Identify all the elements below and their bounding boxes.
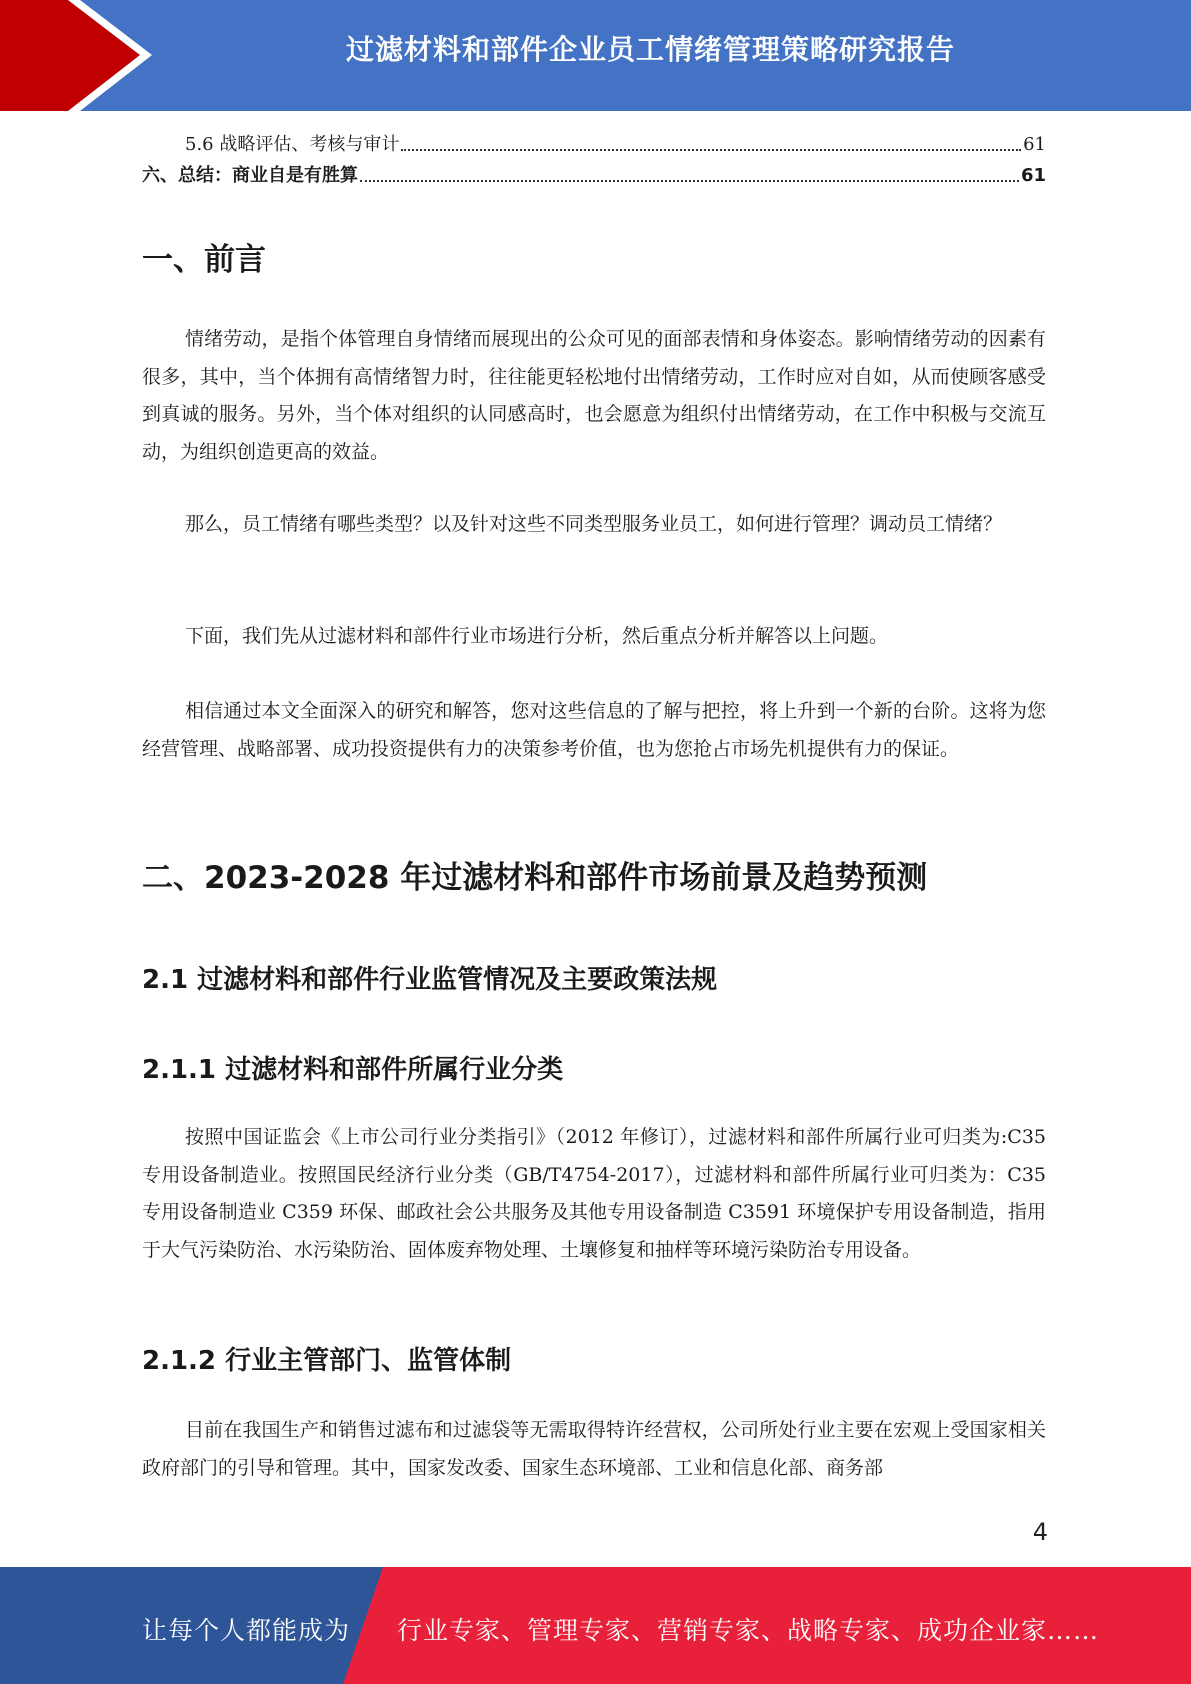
page-header [0,0,1191,111]
footer-slogan-left: 让每个人都能成为 [142,1616,351,1645]
paragraph-regulatory-system: 目前在我国生产和销售过滤布和过滤袋等无需取得特许经营权，公司所处行业主要在宏观上受国家相关政府部门的引导和管理。其中，国家发改委、国家生态环境部、工业和信息化部、商务部 [142,1419,1046,1479]
section-heading-preface: 一、前言 [142,242,266,278]
paragraph-industry-classification: 按照中国证监会《上市公司行业分类指引》（2012 年修订），过滤材料和部件所属行业可归类为:C35 专用设备制造业。按照国民经济行业分类（GB/T4754-2017），过滤材料和部件所属行业可归类为：C35 专用设备制造业 C359 环保、邮政社会公共服务及其他专用设备制造 C3591 环境保护专用设备制造，指用于大气污染防治、水污染防治、固体废弃物处理、土壤修复和抽样等环境污染防治专用设备。 [142,1126,1046,1261]
toc-leader-dots [401,148,1021,151]
report-title: 过滤材料和部件企业员工情绪管理策略研究报告 [345,33,955,66]
page-footer [0,1567,1191,1684]
toc-entry-label: 六、总结：商业自是有胜算 [142,165,358,186]
subsection-heading-2-1-2: 2.1.2 行业主管部门、监管体制 [142,1346,512,1376]
footer-slogan-right: 行业专家、管理专家、营销专家、战略专家、成功企业家…… [397,1616,1100,1645]
paragraph-questions: 那么，员工情绪有哪些类型？以及针对这些不同类型服务业员工，如何进行管理？调动员工情绪？ [185,513,1003,535]
subsection-heading-2-1-1: 2.1.1 过滤材料和部件所属行业分类 [142,1055,564,1085]
toc-entry-5-6[interactable] [185,130,1046,156]
toc-entry-summary[interactable] [142,161,1046,187]
subsection-heading-2-1: 2.1 过滤材料和部件行业监管情况及主要政策法规 [142,965,718,995]
toc-entry-label: 5.6 战略评估、考核与审计 [185,134,400,155]
section-heading-market-outlook: 二、2023-2028 年过滤材料和部件市场前景及趋势预测 [142,860,928,896]
paragraph-emotional-labor: 情绪劳动，是指个体管理自身情绪而展现出的公众可见的面部表情和身体姿态。影响情绪劳动的因素有很多，其中，当个体拥有高情绪智力时，往往能更轻松地付出情绪劳动，工作时应对自如，从而使顾客感受到真诚的服务。另外，当个体对组织的认同感高时，也会愿意为组织付出情绪劳动，在工作中积极与交流互动，为组织创造更高的效益。 [142,328,1046,463]
paragraph-analysis-intro: 下面，我们先从过滤材料和部件行业市场进行分析，然后重点分析并解答以上问题。 [185,625,889,647]
toc-entry-page: 61 [1020,165,1046,186]
toc-entry-page: 61 [1023,134,1046,155]
paragraph-value-statement: 相信通过本文全面深入的研究和解答，您对这些信息的了解与把控，将上升到一个新的台阶。这将为您经营管理、战略部署、成功投资提供有力的决策参考价值，也为您抢占市场先机提供有力的保证。 [142,700,1046,760]
toc-leader-dots [360,179,1019,182]
page-number: 4 [1032,1518,1048,1546]
